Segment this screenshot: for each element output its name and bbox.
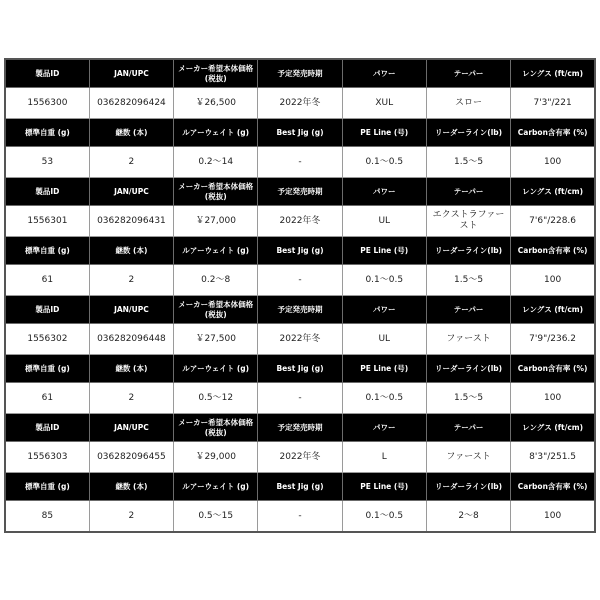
header-cell: PE Line (号)	[342, 473, 426, 501]
spec-header-row-2	[5, 355, 595, 383]
value-cell: 1556300	[5, 88, 89, 119]
header-cell: パワー	[342, 178, 426, 206]
spec-value-row-2	[5, 383, 595, 414]
spec-header-row-1	[5, 414, 595, 442]
header-cell: 継数 (本)	[89, 473, 173, 501]
spec-value-row-1	[5, 206, 595, 237]
spec-header-row-2	[5, 119, 595, 147]
value-cell: XUL	[342, 88, 426, 119]
header-cell: メーカー希望本体価格 (税抜)	[174, 296, 258, 324]
value-cell: 0.1～0.5	[342, 383, 426, 414]
header-cell: パワー	[342, 414, 426, 442]
header-cell: テーパー	[426, 59, 510, 88]
header-cell: レングス (ft/cm)	[511, 59, 595, 88]
header-cell: テーパー	[426, 296, 510, 324]
value-cell: 2022年冬	[258, 88, 342, 119]
value-cell: 0.1～0.5	[342, 147, 426, 178]
value-cell: 2	[89, 265, 173, 296]
header-cell: 標準自重 (g)	[5, 473, 89, 501]
header-cell: テーパー	[426, 178, 510, 206]
value-cell: ￥29,000	[174, 442, 258, 473]
value-cell: 2～8	[426, 501, 510, 533]
header-cell: Carbon含有率 (%)	[511, 355, 595, 383]
spec-value-row-2	[5, 265, 595, 296]
value-cell: 036282096455	[89, 442, 173, 473]
value-cell: ファースト	[426, 442, 510, 473]
header-cell: ルアーウェイト (g)	[174, 119, 258, 147]
header-cell: PE Line (号)	[342, 355, 426, 383]
header-cell: 製品ID	[5, 414, 89, 442]
header-cell: レングス (ft/cm)	[511, 296, 595, 324]
header-cell: JAN/UPC	[89, 414, 173, 442]
value-cell: 1.5～5	[426, 147, 510, 178]
value-cell: 0.1～0.5	[342, 265, 426, 296]
value-cell: エクストラファー スト	[426, 206, 510, 237]
header-cell: 製品ID	[5, 59, 89, 88]
value-cell: -	[258, 265, 342, 296]
value-cell: 100	[511, 265, 595, 296]
header-cell: Best Jig (g)	[258, 237, 342, 265]
value-cell: 7'9"/236.2	[511, 324, 595, 355]
value-cell: 2	[89, 383, 173, 414]
value-cell: 53	[5, 147, 89, 178]
spec-header-row-1	[5, 178, 595, 206]
header-cell: Best Jig (g)	[258, 355, 342, 383]
header-cell: ルアーウェイト (g)	[174, 473, 258, 501]
value-cell: 036282096431	[89, 206, 173, 237]
header-cell: メーカー希望本体価格 (税抜)	[174, 59, 258, 88]
header-cell: 継数 (本)	[89, 119, 173, 147]
spec-value-row-2	[5, 147, 595, 178]
spec-header-row-1	[5, 296, 595, 324]
header-cell: ルアーウェイト (g)	[174, 237, 258, 265]
header-cell: 標準自重 (g)	[5, 355, 89, 383]
value-cell: 100	[511, 147, 595, 178]
header-cell: ルアーウェイト (g)	[174, 355, 258, 383]
value-cell: 1556302	[5, 324, 89, 355]
value-cell: 85	[5, 501, 89, 533]
header-cell: JAN/UPC	[89, 178, 173, 206]
header-cell: 継数 (本)	[89, 355, 173, 383]
header-cell: 予定発売時期	[258, 59, 342, 88]
value-cell: 1556301	[5, 206, 89, 237]
value-cell: 2022年冬	[258, 206, 342, 237]
spec-header-row-2	[5, 473, 595, 501]
value-cell: 036282096448	[89, 324, 173, 355]
value-cell: 0.2～8	[174, 265, 258, 296]
header-cell: レングス (ft/cm)	[511, 178, 595, 206]
header-cell: リーダーライン(lb)	[426, 473, 510, 501]
value-cell: 0.5～12	[174, 383, 258, 414]
header-cell: メーカー希望本体価格 (税抜)	[174, 178, 258, 206]
spec-value-row-1	[5, 442, 595, 473]
value-cell: ￥26,500	[174, 88, 258, 119]
header-cell: 予定発売時期	[258, 414, 342, 442]
header-cell: テーパー	[426, 414, 510, 442]
header-cell: 製品ID	[5, 296, 89, 324]
header-cell: JAN/UPC	[89, 59, 173, 88]
value-cell: 61	[5, 265, 89, 296]
spec-header-row-1	[5, 59, 595, 88]
header-cell: Carbon含有率 (%)	[511, 119, 595, 147]
header-cell: 標準自重 (g)	[5, 119, 89, 147]
header-cell: 予定発売時期	[258, 296, 342, 324]
value-cell: -	[258, 147, 342, 178]
spec-value-row-1	[5, 88, 595, 119]
header-cell: メーカー希望本体価格 (税抜)	[174, 414, 258, 442]
value-cell: 2022年冬	[258, 442, 342, 473]
header-cell: PE Line (号)	[342, 237, 426, 265]
header-cell: リーダーライン(lb)	[426, 355, 510, 383]
value-cell: 0.5～15	[174, 501, 258, 533]
value-cell: 7'3"/221	[511, 88, 595, 119]
value-cell: 8'3"/251.5	[511, 442, 595, 473]
spec-value-row-1	[5, 324, 595, 355]
value-cell: 1.5～5	[426, 265, 510, 296]
header-cell: Carbon含有率 (%)	[511, 473, 595, 501]
value-cell: 0.2～14	[174, 147, 258, 178]
value-cell: -	[258, 383, 342, 414]
value-cell: 1.5～5	[426, 383, 510, 414]
value-cell: UL	[342, 324, 426, 355]
header-cell: リーダーライン(lb)	[426, 119, 510, 147]
header-cell: 予定発売時期	[258, 178, 342, 206]
header-cell: 製品ID	[5, 178, 89, 206]
value-cell: スロー	[426, 88, 510, 119]
value-cell: 036282096424	[89, 88, 173, 119]
value-cell: ファースト	[426, 324, 510, 355]
value-cell: 100	[511, 501, 595, 533]
spec-header-row-2	[5, 237, 595, 265]
value-cell: 2	[89, 501, 173, 533]
spec-value-row-2	[5, 501, 595, 533]
value-cell: 0.1～0.5	[342, 501, 426, 533]
spec-table-body	[5, 59, 595, 532]
value-cell: L	[342, 442, 426, 473]
header-cell: レングス (ft/cm)	[511, 414, 595, 442]
value-cell: 7'6"/228.6	[511, 206, 595, 237]
header-cell: Best Jig (g)	[258, 119, 342, 147]
value-cell: 1556303	[5, 442, 89, 473]
value-cell: ￥27,500	[174, 324, 258, 355]
value-cell: -	[258, 501, 342, 533]
value-cell: 2022年冬	[258, 324, 342, 355]
value-cell: 100	[511, 383, 595, 414]
header-cell: Best Jig (g)	[258, 473, 342, 501]
value-cell: 61	[5, 383, 89, 414]
header-cell: JAN/UPC	[89, 296, 173, 324]
header-cell: Carbon含有率 (%)	[511, 237, 595, 265]
header-cell: リーダーライン(lb)	[426, 237, 510, 265]
value-cell: ￥27,000	[174, 206, 258, 237]
header-cell: パワー	[342, 296, 426, 324]
value-cell: 2	[89, 147, 173, 178]
header-cell: パワー	[342, 59, 426, 88]
header-cell: 標準自重 (g)	[5, 237, 89, 265]
header-cell: PE Line (号)	[342, 119, 426, 147]
spec-table	[4, 58, 596, 533]
header-cell: 継数 (本)	[89, 237, 173, 265]
value-cell: UL	[342, 206, 426, 237]
